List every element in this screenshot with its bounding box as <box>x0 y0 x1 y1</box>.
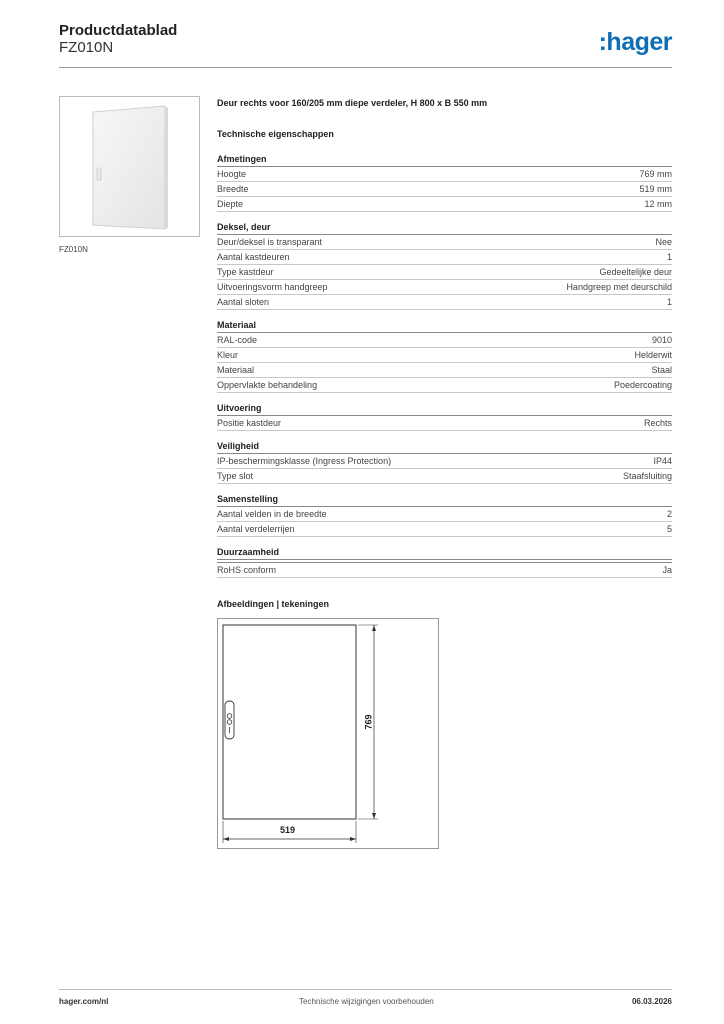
footer-notice: Technische wijzigingen voorbehouden <box>299 997 434 1006</box>
spec-row <box>217 280 672 295</box>
spec-row <box>217 182 672 197</box>
footer-date: 06.03.2026 <box>631 997 672 1006</box>
spec-label: Aantal velden in de breedte <box>217 509 327 519</box>
spec-row <box>217 197 672 212</box>
spec-label: Diepte <box>217 199 244 209</box>
product-details <box>217 96 672 587</box>
spec-label: Aantal sloten <box>217 297 270 307</box>
group-title: Samenstelling <box>217 493 672 507</box>
spec-label: Uitvoeringsvorm handgreep <box>217 282 328 292</box>
spec-value: Nee <box>655 237 672 247</box>
spec-value: IP44 <box>653 456 672 466</box>
group-title: Veiligheid <box>217 440 672 454</box>
spec-value: Staafsluiting <box>622 471 672 481</box>
height-dimension-label: 769 <box>363 714 374 730</box>
group-materiaal <box>217 319 672 393</box>
group-duurzaamheid <box>217 546 672 578</box>
page-title: Productdatablad <box>59 22 178 39</box>
spec-row <box>217 522 672 537</box>
spec-row <box>217 363 672 378</box>
door-outline <box>223 625 356 819</box>
group-veiligheid <box>217 440 672 484</box>
door-thumbnail-image <box>89 104 169 231</box>
group-title: Uitvoering <box>217 402 672 416</box>
spec-value: Staal <box>651 365 672 375</box>
spec-row <box>217 235 672 250</box>
spec-value: 12 mm <box>644 199 672 209</box>
group-title: Deksel, deur <box>217 221 672 235</box>
group-uitvoering <box>217 402 672 431</box>
spec-row <box>217 378 672 393</box>
spec-value: 9010 <box>651 335 672 345</box>
technical-heading: Technische eigenschappen <box>217 129 334 139</box>
spec-value: Handgreep met deurschild <box>566 282 672 292</box>
width-dimension-label: 519 <box>280 825 296 835</box>
spec-label: Hoogte <box>217 169 247 179</box>
spec-row <box>217 295 672 310</box>
spec-value: Ja <box>662 565 672 575</box>
spec-label: Aantal kastdeuren <box>217 252 290 262</box>
spec-row <box>217 333 672 348</box>
spec-row <box>217 265 672 280</box>
spec-value: Gedeeltelijke deur <box>599 267 672 277</box>
spec-value: 5 <box>666 524 672 534</box>
spec-label: Positie kastdeur <box>217 418 282 428</box>
spec-label: Deur/deksel is transparant <box>217 237 323 247</box>
spec-label: IP-beschermingsklasse (Ingress Protection) <box>217 456 392 466</box>
group-title: Afmetingen <box>217 153 672 167</box>
footer-website-link[interactable]: hager.com/nl <box>59 997 109 1006</box>
spec-value: 2 <box>666 509 672 519</box>
spec-label: Aantal verdelerrijen <box>217 524 295 534</box>
spec-row <box>217 562 672 578</box>
group-title: Duurzaamheid <box>217 546 672 560</box>
group-title: Materiaal <box>217 319 672 333</box>
group-afmetingen <box>217 153 672 212</box>
spec-row <box>217 507 672 522</box>
spec-value: Poedercoating <box>613 380 672 390</box>
spec-row <box>217 167 672 182</box>
group-samenstelling <box>217 493 672 537</box>
spec-value: Helderwit <box>634 350 672 360</box>
spec-label: Type slot <box>217 471 254 481</box>
spec-row <box>217 416 672 431</box>
door-dimension-drawing <box>218 619 440 850</box>
spec-row <box>217 250 672 265</box>
spec-label: Oppervlakte behandeling <box>217 380 318 390</box>
product-thumbnail <box>59 96 200 237</box>
spec-value: 519 mm <box>639 184 672 194</box>
spec-label: RAL-code <box>217 335 258 345</box>
spec-value: Rechts <box>643 418 672 428</box>
spec-label: Materiaal <box>217 365 255 375</box>
footer-divider <box>59 989 672 990</box>
spec-label: Kleur <box>217 350 239 360</box>
thumbnail-caption: FZ010N <box>59 245 88 254</box>
drawings-heading: Afbeeldingen | tekeningen <box>217 599 330 609</box>
spec-row <box>217 469 672 484</box>
spec-label: Type kastdeur <box>217 267 274 277</box>
spec-label: RoHS conform <box>217 565 277 575</box>
technical-drawing <box>217 618 439 849</box>
spec-row <box>217 454 672 469</box>
hager-logo[interactable]: :hager <box>598 28 672 56</box>
spec-row <box>217 348 672 363</box>
product-code: FZ010N <box>59 39 114 56</box>
spec-value: 1 <box>666 252 672 262</box>
spec-value: 1 <box>666 297 672 307</box>
spec-label: Breedte <box>217 184 249 194</box>
product-description: Deur rechts voor 160/205 mm diepe verdeler, H 800 x B 550 mm <box>217 98 488 108</box>
header-divider <box>59 67 672 68</box>
group-deksel-deur <box>217 221 672 310</box>
spec-value: 769 mm <box>639 169 672 179</box>
